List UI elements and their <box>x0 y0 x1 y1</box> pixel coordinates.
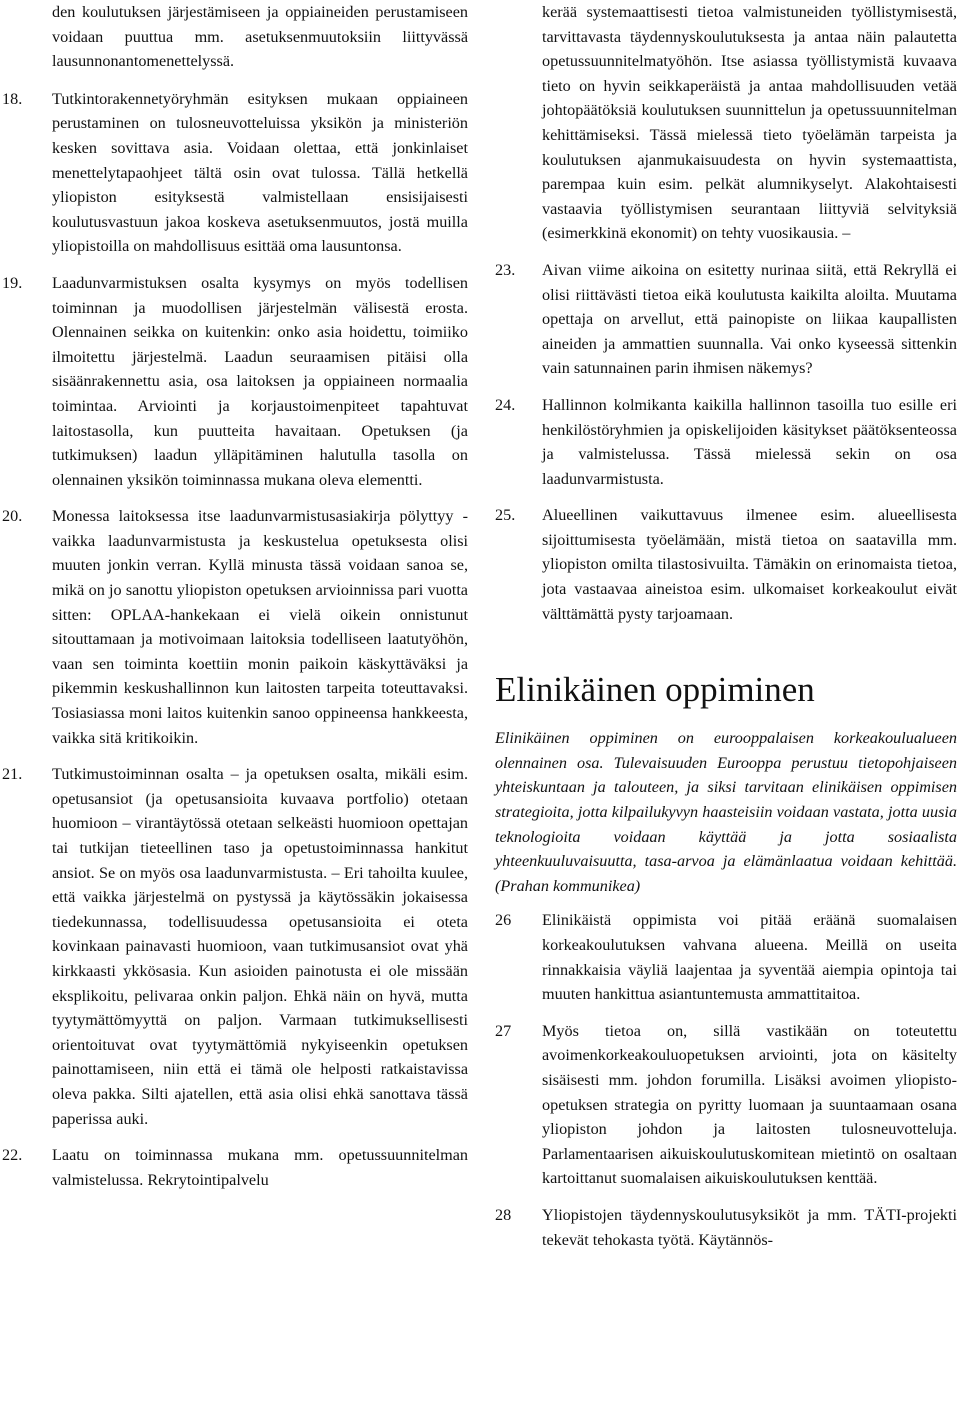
section-intro-quote: Elinikäinen oppiminen on eurooppalaisen korkeakoulualueen olennainen osa. Tulevaisuuden Eurooppa perustuu tietopohjaiseen yhteiskuntaan ja talouteen, ja siksi tarvitaan elinikäisen oppimisen strategioita, jotta kilpailukyvyn haasteisiin voidaan vastata, jotta uusia teknologioita voidaan käyttää ja jotta sosiaalista yhteenkuuluvaisuutta, tasa-arvoa ja elämänlaatua voidaan kehittää. (Prahan kommunikea) <box>495 729 957 895</box>
numbered-paragraph-28 <box>495 1203 957 1252</box>
numbered-paragraph-22 <box>0 1143 468 1192</box>
numbered-paragraph-20 <box>0 504 468 750</box>
paragraph-text: Tutkintorakennetyöryhmän esityksen mukaan oppiaineen perustaminen on tulosneuvotteluissa yksikön ja ministeriön kesken sovittava asia. Voidaan olettaa, että jonkinlaiset menettelytapaohjeet tältä osin ovat tulossa. Tällä hetkellä yliopiston esityksestä valmistellaan ensisijaisesti koulutusvastuun jakoa koskeva asetuksenmuutos, jostä muilla yliopistoilla on mahdollisuus esittää oma lausuntonsa. <box>52 89 468 256</box>
paragraph-number: 23. <box>495 260 516 279</box>
paragraph-text: Alueellinen vaikuttavuus ilmenee esim. alueellisesta sijoittumisesta työelämään, mistä tietoa on saatavilla mm. yliopiston omilta tilastosivuilta. Tämäkin on erinomaista tietoa, jota vastaavaa aineistoa esim. ulkomaiset korkeakoulut eivät välttämättä pysty tarjoamaan. <box>542 506 957 623</box>
right-lead-paragraph: kerää systemaattisesti tietoa valmistuneiden työllistymisestä, tarvittavasta täydennyskoulutuksesta ja antaa näin palautetta opetussuunnitelmatyöhön. Itse asiassa työllistymistä kuvaava tieto on hyvin seikkaperäistä ja antaa mahdollisuuden vetää johtopäätöksiä koulutuksen suunnittelun ja opetussuunnitelman kehittämiseksi. Tässä mielessä tieto työelämän tarpeista ja koulutuksen ajanmukaisuudesta on hyvin systemaattista, parempaa kuin esim. pelkät alumnikyselyt. Alakohtaisesti vastaavia työllistymisen seurantaan liittyviä selvityksiä (esimerkkinä ekonomit) on tehty vuosikausia. – <box>542 3 957 243</box>
paragraph-text: Laatu on toiminnassa mukana mm. opetussuunnitelman valmistelussa. Rekrytointipalvelu <box>52 1146 468 1189</box>
section-heading: Elinikäinen oppiminen <box>495 670 815 710</box>
paragraph-text: Myös tietoa on, sillä vastikään on toteutettu avoimenkorkeakouluopetuksen arviointi, jota on käsitelty sisäisesti mm. johdon forumilla. Lisäksi avoimen yliopisto-opetuksen strategia on pyritty luomaan ja suuntaamaan osana yliopiston johdon ja laitosten tulosneuvotteluja. Parlamentaarisen aikuiskoulutuskomitean mietintö on osaltaan kartoittanut suomalaisen aikuiskoulutuksen kenttää. <box>542 1021 957 1188</box>
numbered-paragraph-21 <box>0 762 468 1131</box>
paragraph-number: 28 <box>495 1205 512 1224</box>
paragraph-text: Monessa laitoksessa itse laadunvarmistusasiakirja pölyttyy - vaikka laadunvarmistusta ja keskustelua opetuksesta olisi muuten jonkin verran. Kyllä minusta tässä voidaan sanoa se, mikä on jo sanottu yliopiston opetuksen arvioinnissa pari vuotta sitten: OPLAA-hankekaan ei vielä oikein onnistunut sitouttamaan ja motivoimaan laitoksia todelliseen laatutyöhön, vaan sen toiminta koettiin monin paikoin käskyttäväksi ja pikemmin keskushallinnon kun laitosten tarpeita toteuttavaksi. Tosiasiassa moni laitos kuitenkin sanoo oppineensa hankkeesta, vaikka sitä kritikoikin. <box>52 507 468 747</box>
paragraph-text: Aivan viime aikoina on esitetty nurinaa siitä, että Rekryllä ei olisi riittävästi tietoa eikä koulutusta kaikilta aloilta. Muutama opettaja on arvellut, että painopiste on liikaa kaupallisten aineiden ja ammattien suunnalla. Vai onko kyseessä sittenkin vain satunnainen parin ihmisen näkemys? <box>542 260 957 378</box>
paragraph-text: Tutkimustoiminnan osalta – ja opetuksen osalta, mikäli esim. opetusansiot (ja opetusansioita kuvaava portfolio) otetaan huomioon – virantäytössä otetaan selkeästi huomioon opettajan tai tutkijan tieteellinen taso ja opetustoiminnassa hankitut ansiot. Se on myös osa laadunvarmistusta. – Eri tahoilta kuulee, että vaikka järjestelmä on pystyssä ja käytössäkin jokaisessa tiedekunnassa, todellisuudessa opetusansioita ei oteta kovinkaan painavasti huomioon, vaan tutkimusansiot ovat yhä kirkkaasti ykkösasia. Kun asioiden painotusta ei ole missään eksplikoitu, pelivaraa onkin paljon. Ehkä näin on hyvä, mutta tyytymättömyyttä on paljon. Varmaan tutkimuksellisesti orientoituvat ovat tyytymättömiä nykyiseenkin opetuksen painottamiseen, niin että ei tämä ole helposti ratkaistavissa oleva pakka. Silti ajatellen, että asia olisi ehkä sanottava tässä paperissa auki. <box>52 765 468 1128</box>
paragraph-number: 20. <box>2 507 23 526</box>
paragraph-number: 18. <box>2 89 23 108</box>
numbered-paragraph-19 <box>0 271 468 492</box>
numbered-paragraph-26 <box>495 908 957 1006</box>
paragraph-number: 21. <box>2 765 23 784</box>
paragraph-text: Laadunvarmistuksen osalta kysymys on myös todellisen toiminnan ja muodollisen järjestelmän välisestä erosta. Olennainen seikka on kuitenkin: onko asia hoidettu, toimiiko ilmoitettu järjestelmä. Laadun seuraamisen pitäisi olla sisäänrakennettu asia, osa laitoksen ja oppiaineen normaalia toimintaa. Arviointi ja korjaustoimenpiteet tapahtuvat laitostasolla, kun puutteita havaitaan. Opetuksen (ja tutkimuksen) laadun ylläpitäminen halutulla tasolla on olennainen yksikön toiminnassa mukana oleva elementti. <box>52 273 468 489</box>
numbered-paragraph-23 <box>495 258 957 381</box>
paragraph-number: 26 <box>495 911 512 930</box>
paragraph-text: Elinikäistä oppimista voi pitää eräänä suomalaisen korkeakoulutuksen vahvana alueena. Meillä on useita rinnakkaisia väyliä laajentaa ja syventää aiempia opintoja tai muuten hankittua asiantuntemusta ammattitaitoa. <box>542 911 957 1004</box>
paragraph-number: 19. <box>2 273 23 292</box>
paragraph-number: 27 <box>495 1021 512 1040</box>
paragraph-number: 22. <box>2 1146 23 1165</box>
paragraph-text: Hallinnon kolmikanta kaikilla hallinnon tasoilla tuo esille eri henkilöstöryhmien ja opiskelijoiden käsitykset päätöksenteossa ja valmistelussa. Tässä mielessä sekin on osa laadunvarmistusta. <box>542 395 957 488</box>
left-lead-paragraph: den koulutuksen järjestämiseen ja oppiaineiden perustamiseen voidaan puuttua mm. asetuksenmuutoksiin liittyvässä lausunnonantomenettelyssä. <box>52 3 468 71</box>
paragraph-number: 24. <box>495 395 516 414</box>
right-column <box>495 0 957 1264</box>
paragraph-text: Yliopistojen täydennyskoulutusyksiköt ja mm. TÄTI-projekti tekevät tehokasta työtä. Käytännös- <box>542 1205 957 1249</box>
left-column <box>0 0 468 1204</box>
numbered-paragraph-27 <box>495 1019 957 1191</box>
numbered-paragraph-18 <box>0 87 468 259</box>
paragraph-number: 25. <box>495 506 516 525</box>
numbered-paragraph-24 <box>495 393 957 491</box>
numbered-paragraph-25 <box>495 503 957 626</box>
